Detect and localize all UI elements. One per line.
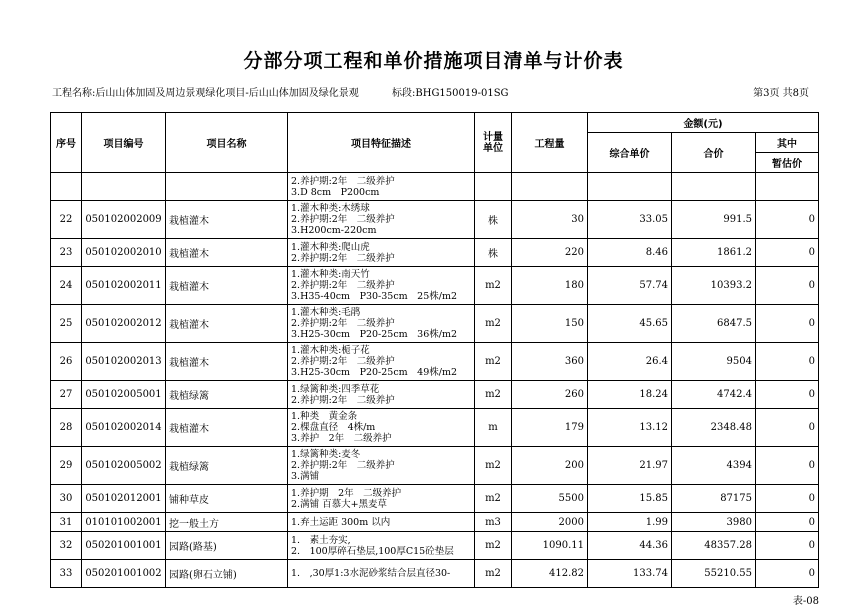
row-provisional: 0 xyxy=(756,409,819,447)
row-code: 050201001002 xyxy=(82,560,166,588)
table-body xyxy=(51,173,819,588)
row-desc-line: 1. 素土夯实, xyxy=(291,534,351,546)
row-unit-price: 44.36 xyxy=(588,532,672,560)
row-seq: 29 xyxy=(51,447,82,485)
row-desc xyxy=(288,447,475,485)
table-row xyxy=(51,305,819,343)
row-desc-line: 2.养护期:2年 二级养护 xyxy=(291,318,395,329)
row-qty: 2000 xyxy=(512,513,588,532)
table-row xyxy=(51,409,819,447)
row-desc-line: 3.H25-30cm P20-25cm 49株/m2 xyxy=(291,367,458,378)
row-name: 栽植灌木 xyxy=(166,305,288,343)
row-provisional: 0 xyxy=(756,560,819,588)
row-name: 栽植灌木 xyxy=(166,409,288,447)
row-provisional: 0 xyxy=(756,532,819,560)
row-unit: m2 xyxy=(475,305,512,343)
header-total: 合价 xyxy=(672,133,756,173)
row-seq: 31 xyxy=(51,513,82,532)
row-qty: 179 xyxy=(512,409,588,447)
row-unit-price: 26.4 xyxy=(588,343,672,381)
row-desc-line: 3.H35-40cm P30-35cm 25株/m2 xyxy=(291,291,458,302)
row-qty: 412.82 xyxy=(512,560,588,588)
row-name: 园路(卵石立铺) xyxy=(166,560,288,588)
row-qty: 180 xyxy=(512,267,588,305)
row-desc-line: 1.弃土运距 300m 以内 xyxy=(291,516,391,528)
table-row xyxy=(51,513,819,532)
row-qty: 1090.11 xyxy=(512,532,588,560)
row-code: 050201001001 xyxy=(82,532,166,560)
row-total: 1861.2 xyxy=(672,239,756,267)
row-unit: 株 xyxy=(475,201,512,239)
row-name: 栽植绿篱 xyxy=(166,447,288,485)
table-row xyxy=(51,201,819,239)
row-unit-price: 18.24 xyxy=(588,381,672,409)
row-seq: 24 xyxy=(51,267,82,305)
row-total: 4394 xyxy=(672,447,756,485)
row-desc-line: 3.满铺 xyxy=(291,471,320,482)
row-qty: 200 xyxy=(512,447,588,485)
row-desc xyxy=(288,381,475,409)
row-desc xyxy=(288,513,475,532)
row-desc xyxy=(288,485,475,513)
page-number: 第3页 共8页 xyxy=(753,88,809,99)
row-code: 050102005002 xyxy=(82,447,166,485)
header-unit: 计量单位 xyxy=(475,113,512,173)
table-row xyxy=(51,343,819,381)
row-code: 050102012001 xyxy=(82,485,166,513)
row-desc-line: 2. 100厚碎石垫层,100厚C15砼垫层 xyxy=(291,545,454,557)
table-row xyxy=(51,381,819,409)
row-desc xyxy=(288,239,475,267)
row-unit: m2 xyxy=(475,343,512,381)
row-desc xyxy=(288,343,475,381)
project-name: 工程名称:后山山体加固及周边景观绿化项目-后山山体加固及绿化景观 xyxy=(52,88,359,99)
row-unit-price: 33.05 xyxy=(588,201,672,239)
row-unit-price: 45.65 xyxy=(588,305,672,343)
row-provisional: 0 xyxy=(756,447,819,485)
row-desc-line: 1.灌木种类:爬山虎 xyxy=(291,241,370,253)
row-total: 48357.28 xyxy=(672,532,756,560)
row-desc-line: 1.灌木种类:栀子花 xyxy=(291,345,370,356)
row-code: 050102002011 xyxy=(82,267,166,305)
table-row xyxy=(51,239,819,267)
header-qty: 工程量 xyxy=(512,113,588,173)
row-desc-line: 3.H200cm-220cm xyxy=(291,225,377,236)
row-desc-line: 1.种类 黄金条 xyxy=(291,411,358,422)
row-unit-price: 8.46 xyxy=(588,239,672,267)
row-qty: 220 xyxy=(512,239,588,267)
row-seq: 23 xyxy=(51,239,82,267)
row-total: 10393.2 xyxy=(672,267,756,305)
page-title: 分部分项工程和单价措施项目清单与计价表 xyxy=(243,50,624,72)
header-amount: 金额(元) xyxy=(588,113,819,133)
row-desc-line: 2.养护期:2年 二级养护 xyxy=(291,460,395,471)
row-provisional: 0 xyxy=(756,381,819,409)
row-total: 2348.48 xyxy=(672,409,756,447)
row-seq: 22 xyxy=(51,201,82,239)
row-desc-line: 2.满铺 百慕大+黑麦草 xyxy=(291,498,388,510)
row-desc xyxy=(288,305,475,343)
row-seq xyxy=(51,173,82,201)
row-desc-line: 2.养护期:2年 二级养护 xyxy=(291,252,395,264)
row-desc-line: 1.养护期 2年 二级养护 xyxy=(291,487,402,499)
row-provisional: 0 xyxy=(756,201,819,239)
row-provisional: 0 xyxy=(756,239,819,267)
row-unit: m2 xyxy=(475,381,512,409)
row-desc-line: 2.养护期:2年 二级养护 xyxy=(291,280,395,291)
row-name: 栽植灌木 xyxy=(166,343,288,381)
row-provisional: 0 xyxy=(756,485,819,513)
row-seq: 30 xyxy=(51,485,82,513)
row-desc xyxy=(288,560,475,588)
row-name: 栽植灌木 xyxy=(166,201,288,239)
row-unit-price: 57.74 xyxy=(588,267,672,305)
row-desc-line: 2.养护期:2年 二级养护 xyxy=(291,175,395,187)
row-seq: 27 xyxy=(51,381,82,409)
section-label: 标段:BHG150019-01SG xyxy=(392,88,509,99)
row-qty: 360 xyxy=(512,343,588,381)
row-name xyxy=(166,173,288,201)
row-name: 栽植灌木 xyxy=(166,239,288,267)
row-desc-line: 2.养护期:2年 二级养护 xyxy=(291,394,395,406)
row-desc-line: 1.绿篱种类:麦冬 xyxy=(291,449,361,460)
header-unit-price: 综合单价 xyxy=(588,133,672,173)
row-name: 铺种草皮 xyxy=(166,485,288,513)
row-unit-price: 13.12 xyxy=(588,409,672,447)
row-provisional: 0 xyxy=(756,305,819,343)
row-qty: 5500 xyxy=(512,485,588,513)
row-desc xyxy=(288,201,475,239)
row-total: 87175 xyxy=(672,485,756,513)
row-total: 55210.55 xyxy=(672,560,756,588)
row-code: 050102005001 xyxy=(82,381,166,409)
row-desc-line: 1.灌木种类:毛鹃 xyxy=(291,307,361,318)
row-desc-line: 1.灌木种类:南天竹 xyxy=(291,269,370,280)
row-provisional: 0 xyxy=(756,267,819,305)
row-seq: 25 xyxy=(51,305,82,343)
row-seq: 33 xyxy=(51,560,82,588)
row-unit: m2 xyxy=(475,532,512,560)
row-desc xyxy=(288,532,475,560)
row-total xyxy=(672,173,756,201)
row-qty: 30 xyxy=(512,201,588,239)
row-desc xyxy=(288,409,475,447)
row-total: 6847.5 xyxy=(672,305,756,343)
row-unit: m3 xyxy=(475,513,512,532)
row-desc-line: 3.D 8cm P200cm xyxy=(291,186,380,198)
row-desc-line: 3.养护 2年 二级养护 xyxy=(291,433,392,444)
row-code: 050102002010 xyxy=(82,239,166,267)
row-desc-line: 1.绿篱种类:四季草花 xyxy=(291,383,380,395)
table-row xyxy=(51,560,819,588)
row-code: 050102002013 xyxy=(82,343,166,381)
row-unit-price xyxy=(588,173,672,201)
row-unit xyxy=(475,173,512,201)
row-total: 991.5 xyxy=(672,201,756,239)
row-desc-line: 2.棵盘直径 4株/m xyxy=(291,422,376,433)
row-name: 园路(路基) xyxy=(166,532,288,560)
table-row xyxy=(51,485,819,513)
table-row xyxy=(51,173,819,201)
header-desc: 项目特征描述 xyxy=(288,113,475,173)
row-unit-price: 1.99 xyxy=(588,513,672,532)
row-name: 挖一般土方 xyxy=(166,513,288,532)
row-unit-price: 21.97 xyxy=(588,447,672,485)
row-total: 3980 xyxy=(672,513,756,532)
row-desc xyxy=(288,267,475,305)
row-desc xyxy=(288,173,475,201)
row-qty: 260 xyxy=(512,381,588,409)
row-total: 9504 xyxy=(672,343,756,381)
row-unit: m2 xyxy=(475,560,512,588)
table-row xyxy=(51,447,819,485)
row-code: 010101002001 xyxy=(82,513,166,532)
row-qty: 150 xyxy=(512,305,588,343)
header-name: 项目名称 xyxy=(166,113,288,173)
row-seq: 32 xyxy=(51,532,82,560)
header-provisional: 暂估价 xyxy=(756,153,819,173)
row-unit: m xyxy=(475,409,512,447)
row-desc-line: 2.养护期:2年 二级养护 xyxy=(291,214,395,225)
row-unit: m2 xyxy=(475,447,512,485)
footer-label: 表-08 xyxy=(792,596,819,607)
table-row xyxy=(51,267,819,305)
row-code: 050102002014 xyxy=(82,409,166,447)
row-desc-line: 1. ,30厚1:3水泥砂浆结合层直径30- xyxy=(291,568,451,579)
row-provisional: 0 xyxy=(756,343,819,381)
table-row xyxy=(51,532,819,560)
row-unit: m2 xyxy=(475,267,512,305)
bill-table xyxy=(50,112,819,588)
row-unit-price: 15.85 xyxy=(588,485,672,513)
header-code: 项目编号 xyxy=(82,113,166,173)
row-code xyxy=(82,173,166,201)
row-desc-line: 1.灌木种类:木绣球 xyxy=(291,203,370,214)
header-of-which: 其中 xyxy=(756,133,819,153)
row-seq: 28 xyxy=(51,409,82,447)
row-unit: 株 xyxy=(475,239,512,267)
row-desc-line: 3.H25-30cm P20-25cm 36株/m2 xyxy=(291,329,458,340)
header-seq: 序号 xyxy=(51,113,82,173)
row-total: 4742.4 xyxy=(672,381,756,409)
row-unit: m2 xyxy=(475,485,512,513)
row-unit-price: 133.74 xyxy=(588,560,672,588)
row-code: 050102002012 xyxy=(82,305,166,343)
row-provisional: 0 xyxy=(756,513,819,532)
row-qty xyxy=(512,173,588,201)
row-seq: 26 xyxy=(51,343,82,381)
row-code: 050102002009 xyxy=(82,201,166,239)
row-name: 栽植绿篱 xyxy=(166,381,288,409)
row-desc-line: 2.养护期:2年 二级养护 xyxy=(291,356,395,367)
row-name: 栽植灌木 xyxy=(166,267,288,305)
row-provisional xyxy=(756,173,819,201)
